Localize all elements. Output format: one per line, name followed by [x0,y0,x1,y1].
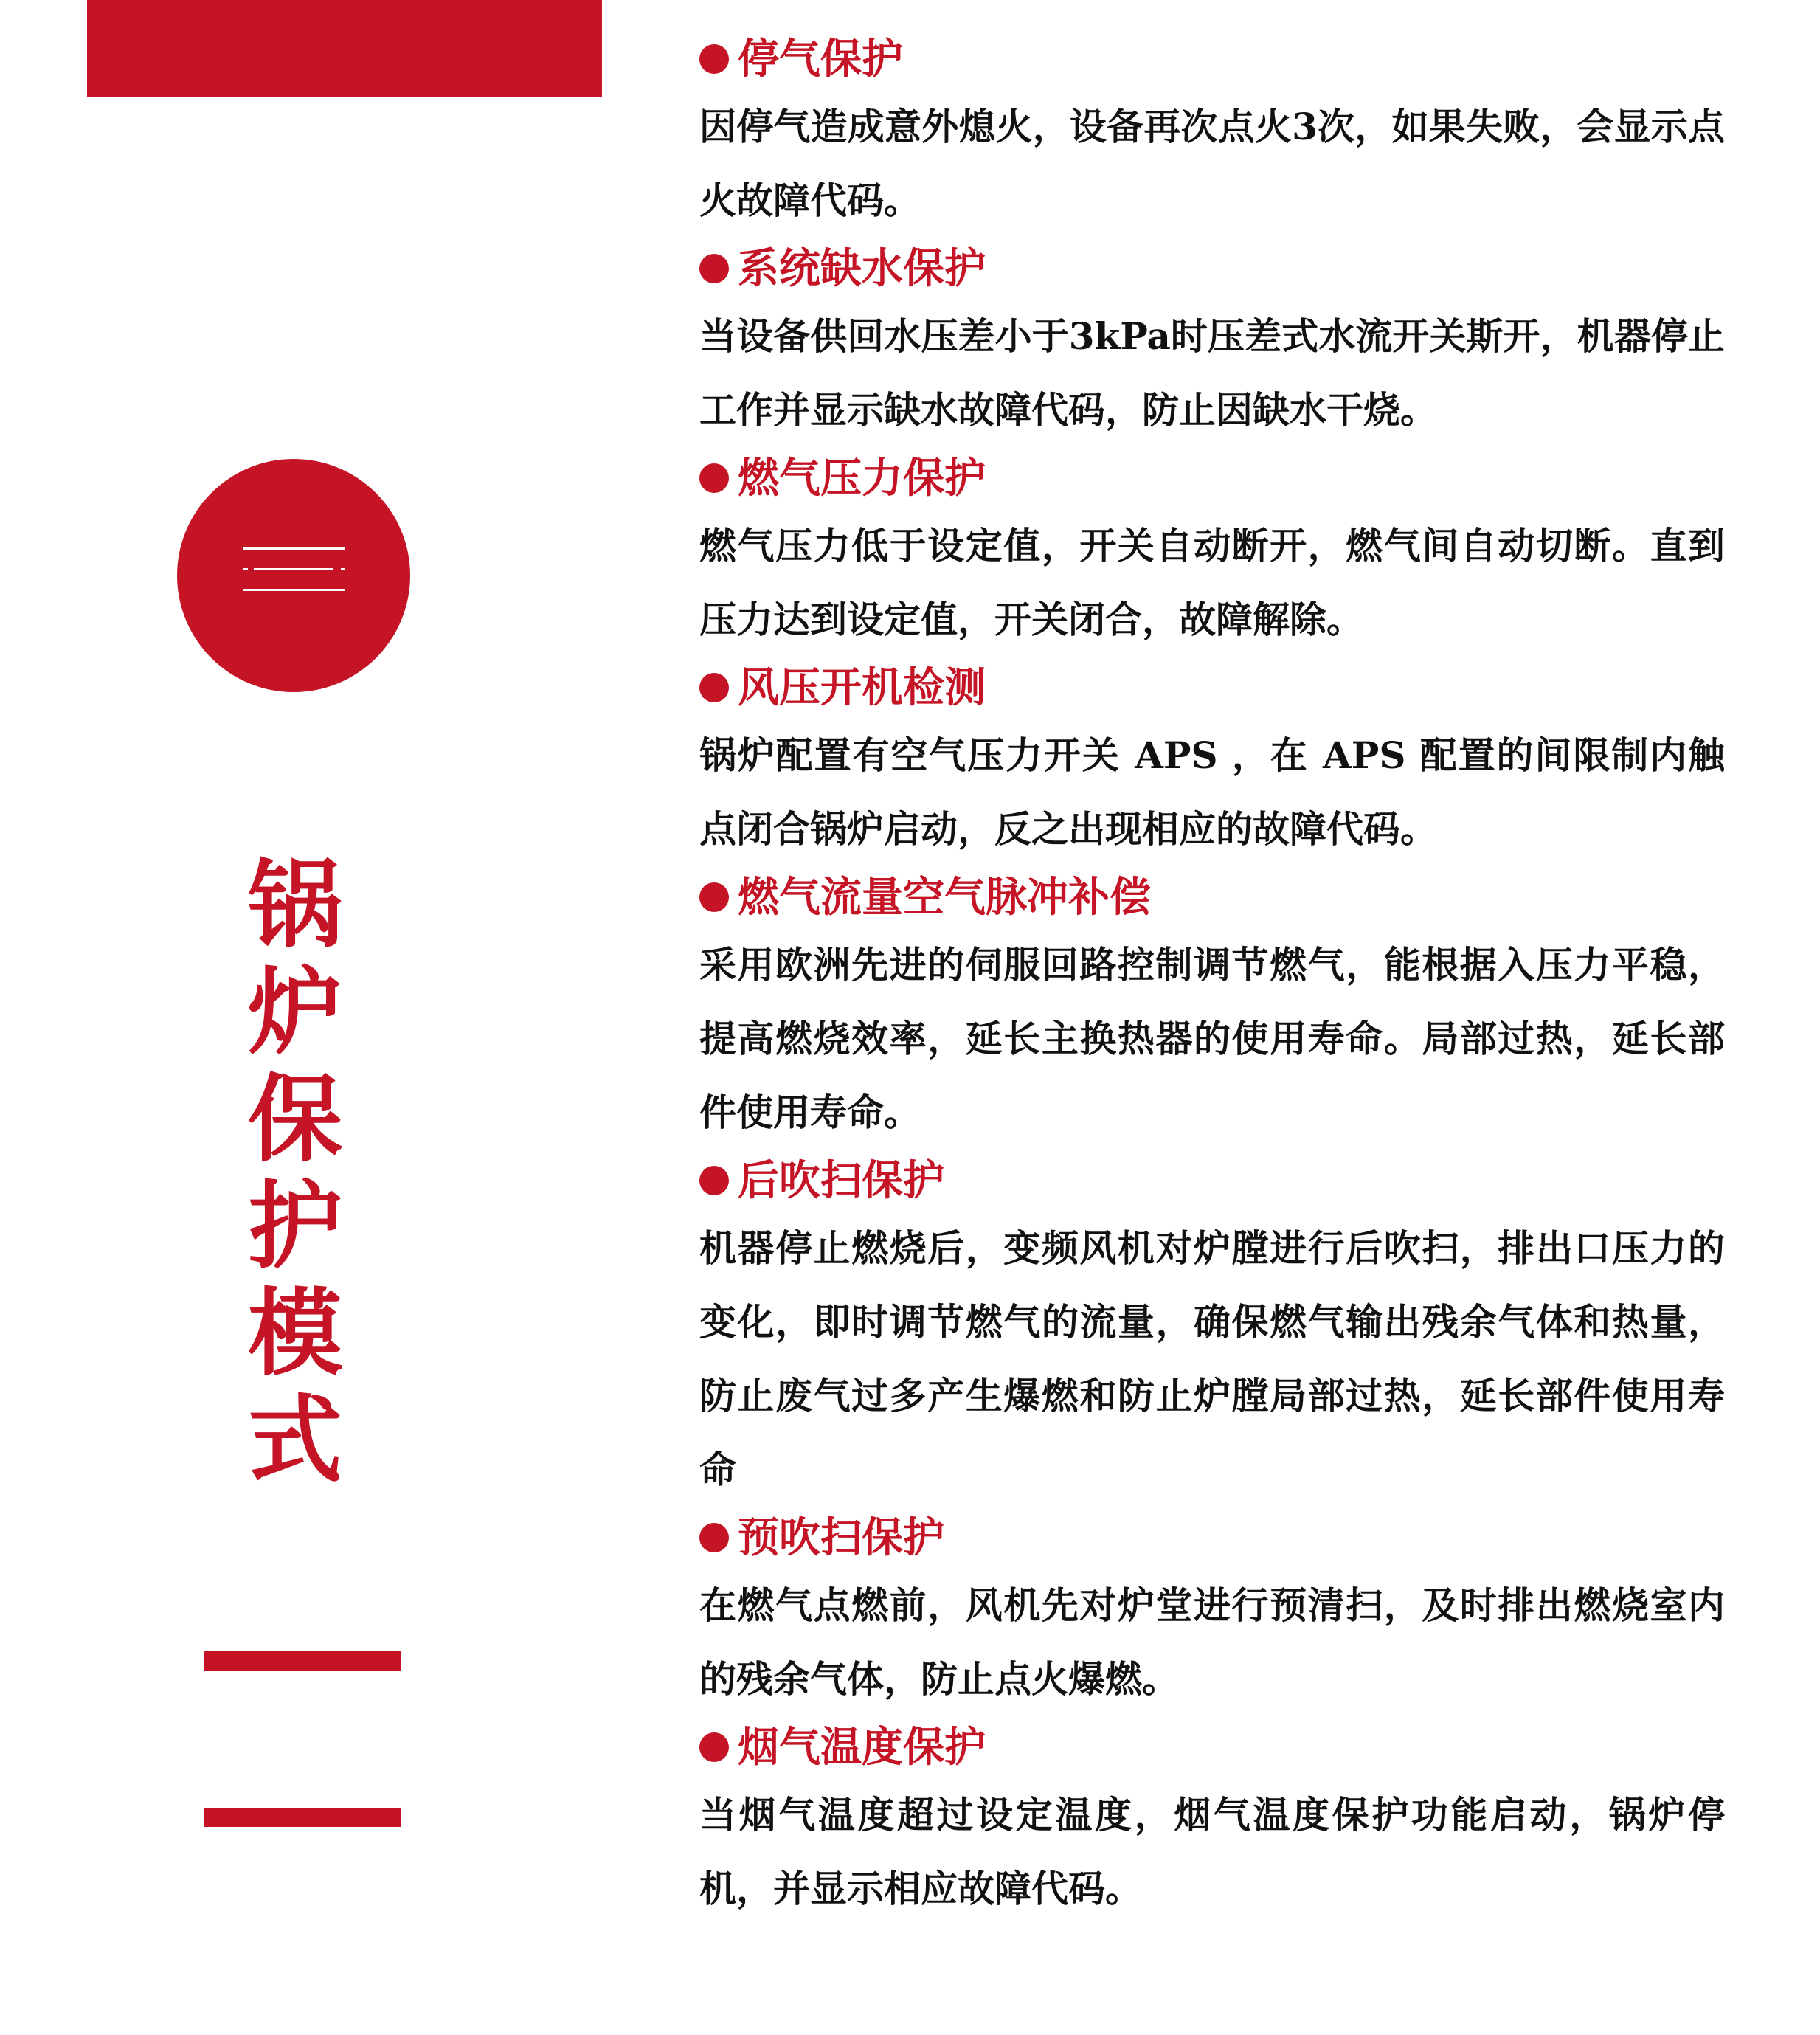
title-char: 炉 [247,957,342,1068]
decorative-bar-lower [204,1808,401,1827]
section-water-shortage [699,238,1725,447]
protection-list [699,28,1725,1926]
bullet-dot-icon [699,254,729,283]
section-air-pressure [699,657,1725,866]
bullet-dot-icon [699,1166,729,1195]
title-char: 模 [247,1278,342,1389]
section-post-purge [699,1150,1725,1507]
section-body: 锅炉配置有空气压力开关 APS ，在 APS 配置的间限制内触点闭合锅炉启动，反之出现相应的故障代码。 [699,733,1725,851]
section-body: 在燃气点燃前，风机先对炉堂进行预清扫，及时排出燃烧室内的残余气体，防止点火爆燃。 [699,1583,1725,1701]
section-gas-pressure [699,447,1725,657]
title-char: 保 [247,1064,342,1175]
title-char: 锅 [247,850,342,961]
title-char: 式 [247,1385,342,1496]
section-heading: 燃气压力保护 [699,447,1725,509]
section-body: 因停气造成意外熄火，设备再次点火3次，如果失败，会显示点火故障代码。 [699,105,1725,222]
bullet-dot-icon [699,1523,729,1552]
section-heading: 烟气温度保护 [699,1716,1725,1778]
decorative-bar-upper [204,1651,401,1671]
menu-lines-icon [177,459,410,692]
top-accent-bar [87,0,602,97]
section-pre-purge [699,1507,1725,1716]
section-body: 燃气压力低于设定值，开关自动断开，燃气间自动切断。直到压力达到设定值，开关闭合，故障解除。 [699,524,1725,641]
section-heading: 燃气流量空气脉冲补偿 [699,866,1725,928]
title-char: 护 [247,1171,342,1282]
bullet-dot-icon [699,882,729,912]
vertical-title [229,852,361,1494]
section-body: 当烟气温度超过设定温度，烟气温度保护功能启动，锅炉停机，并显示相应故障代码。 [699,1793,1725,1910]
section-body: 采用欧洲先进的伺服回路控制调节燃气，能根据入压力平稳，提高燃烧效率，延长主换热器的使用寿命。局部过热，延长部件使用寿命。 [699,943,1725,1134]
section-heading: 风压开机检测 [699,657,1725,719]
section-heading: 系统缺水保护 [699,238,1725,300]
section-body: 机器停止燃烧后，变频风机对炉膛进行后吹扫，排出口压力的变化，即时调节燃气的流量，确保燃气输出残余气体和热量，防止废气过多产生爆燃和防止炉膛局部过热，延长部件使用寿命 [699,1226,1725,1491]
section-flue-temperature [699,1716,1725,1926]
section-body: 当设备供回水压差小于3kPa时压差式水流开关斯开，机器停止工作并显示缺水故障代码，防止因缺水干烧。 [699,314,1725,432]
section-heading: 停气保护 [699,28,1725,90]
section-gas-stop [699,28,1725,238]
bullet-dot-icon [699,44,729,74]
bullet-dot-icon [699,1732,729,1762]
bullet-dot-icon [699,463,729,493]
bullet-dot-icon [699,673,729,702]
section-heading: 后吹扫保护 [699,1150,1725,1212]
section-flow-compensation [699,866,1725,1150]
section-heading: 预吹扫保护 [699,1507,1725,1569]
